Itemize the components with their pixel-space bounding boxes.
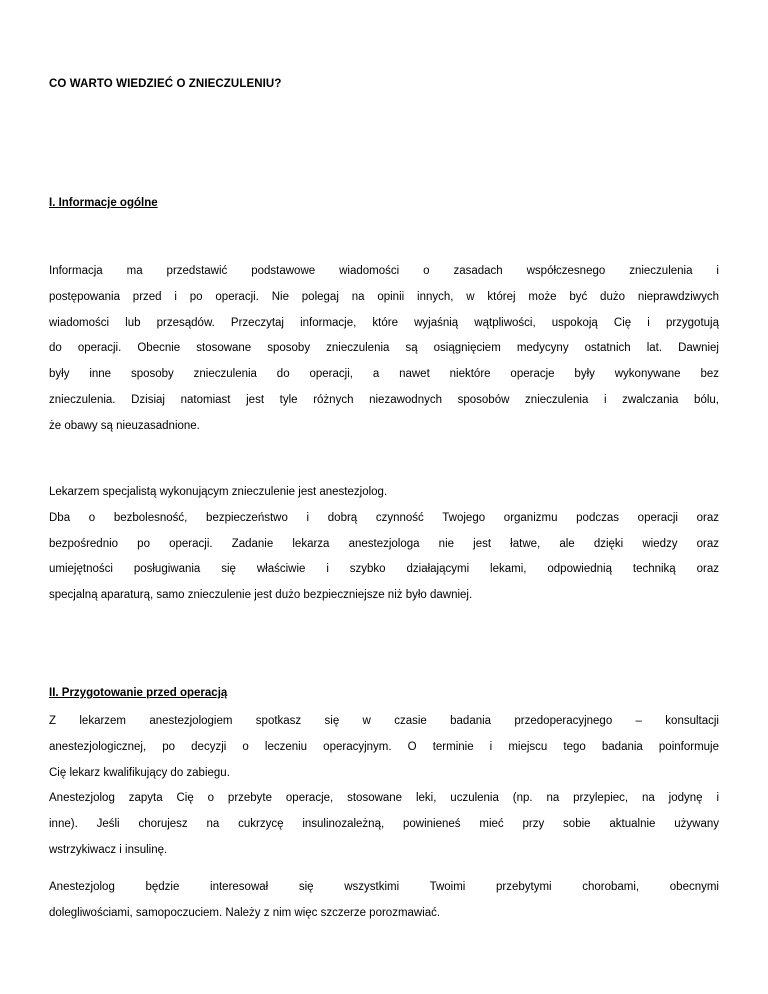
paragraph-anesthesiologist (49, 480, 719, 609)
paragraph-line: Anestezjolog będzie interesował się wszystkimi Twoimi przebytymi chorobami, obecnymi (49, 881, 719, 893)
paragraph-line: umiejętności posługiwania się właściwie i szybko działającymi lekami, odpowiednią techniką oraz (49, 563, 719, 576)
paragraph-line: że obawy są nieuzasadnione. (49, 419, 200, 432)
paragraph-line: Anestezjolog zapyta Cię o przebyte operacje, stosowane leki, uczulenia (np. na przylepiec, na jodynę i (49, 792, 719, 805)
paragraph-line: inne). Jeśli chorujesz na cukrzycę insulinozależną, powinieneś mieć przy sobie aktualnie używany (49, 818, 719, 831)
paragraph-line: Lekarzem specjalistą wykonującym znieczulenie jest anestezjolog. (49, 486, 388, 498)
paragraph-line: Cię lekarz kwalifikujący do zabiegu. (49, 766, 230, 779)
paragraph-general-info (49, 259, 719, 440)
paragraph-medical-history (49, 875, 719, 927)
paragraph-line: specjalną aparaturą, samo znieczulenie jest dużo bezpieczniejsze niż było dawniej. (49, 589, 473, 602)
paragraph-line: wstrzykiwacz i insulinę. (49, 843, 168, 856)
paragraph-line: Dba o bezbolesność, bezpieczeństwo i dobrą czynność Twojego organizmu podczas operacji oraz (49, 511, 719, 524)
document-title: CO WARTO WIEDZIEĆ O ZNIECZULENIU? (49, 78, 282, 90)
paragraph-consultation (49, 709, 719, 864)
section-heading-general-info: I. Informacje ogólne (49, 197, 158, 209)
paragraph-line: bezpośrednio po operacji. Zadanie lekarza anestezjologa nie jest łatwe, ale dzięki wiedzy oraz (49, 537, 719, 550)
paragraph-line: wiadomości lub przesądów. Przeczytaj informacje, które wyjaśnią wątpliwości, uspokoją Cię i przygotują (49, 316, 719, 329)
paragraph-line: dolegliwościami, samopoczuciem. Należy z nim więc szczerze porozmawiać. (49, 906, 441, 919)
paragraph-line: do operacji. Obecnie stosowane sposoby znieczulenia są osiągnięciem medycyny ostatnich lat. Dawniej (49, 342, 719, 355)
paragraph-line: anestezjologicznej, po decyzji o leczeniu operacyjnym. O terminie i miejscu tego badania poinformuje (49, 740, 719, 753)
paragraph-line: Informacja ma przedstawić podstawowe wiadomości o zasadach współczesnego znieczulenia i (49, 265, 719, 277)
paragraph-line: były inne sposoby znieczulenia do operacji, a nawet niektóre operacje były wykonywane bez (49, 368, 719, 381)
paragraph-line: postępowania przed i po operacji. Nie polegaj na opinii innych, w której może być dużo nieprawdziwych (49, 290, 719, 303)
paragraph-line: Z lekarzem anestezjologiem spotkasz się w czasie badania przedoperacyjnego – konsultacji (49, 715, 719, 727)
paragraph-line: znieczulenia. Dzisiaj natomiast jest tyle różnych niezawodnych sposobów znieczulenia i zwalczania bólu, (49, 393, 719, 406)
section-heading-preparation: II. Przygotowanie przed operacją (49, 687, 228, 699)
